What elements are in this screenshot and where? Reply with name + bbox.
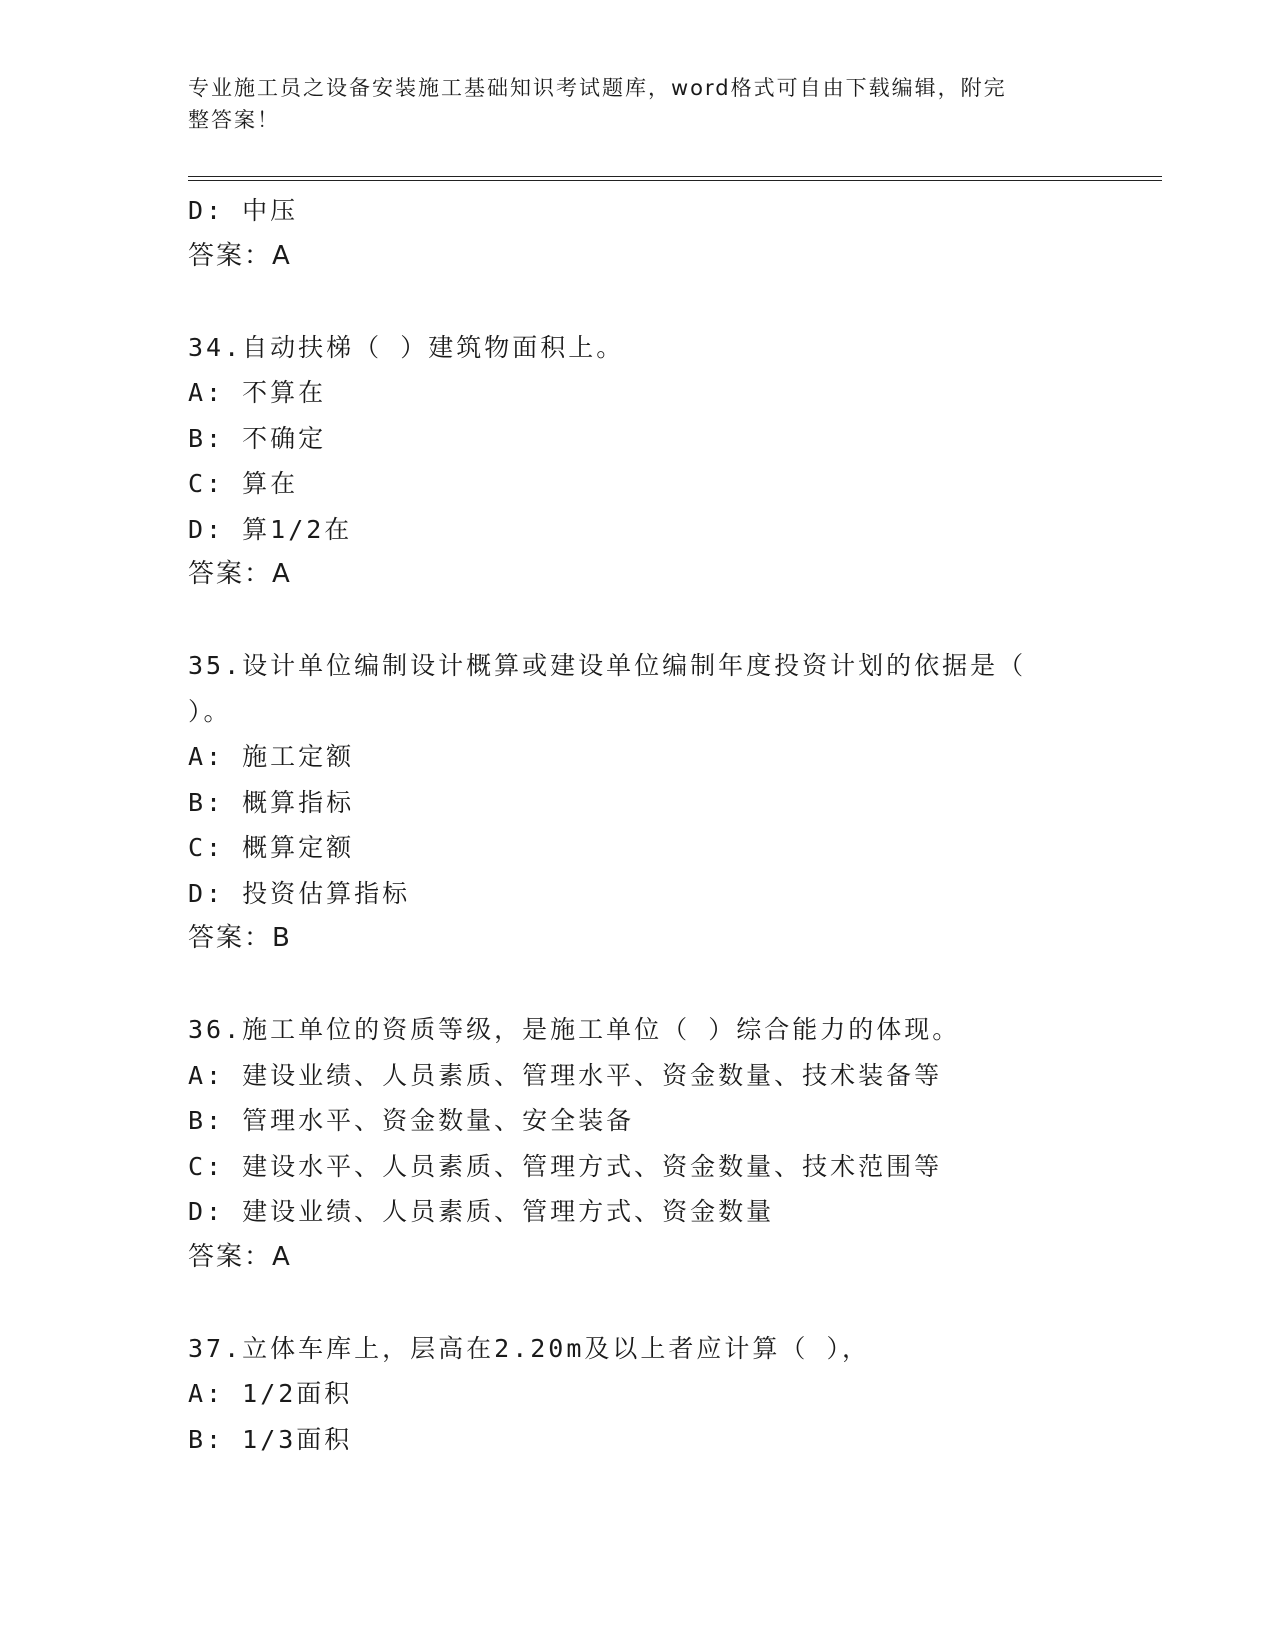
option-b: B: 概算指标 — [188, 787, 355, 817]
option-c: C: 算在 — [188, 469, 299, 498]
question-stem: 36.施工单位的资质等级，是施工单位（ ）综合能力的体现。 — [188, 1015, 961, 1044]
question-stem: 34.自动扶梯（ ）建筑物面积上。 — [188, 332, 625, 362]
option-d: D: 算1/2在 — [188, 514, 353, 544]
header-line-2: 整答案！ — [188, 108, 280, 132]
question-gap — [188, 279, 1078, 325]
answer-line: 答案：A — [188, 1241, 292, 1272]
option-b: B: 不确定 — [188, 423, 327, 453]
header-line-1: 专业施工员之设备安装施工基础知识考试题库，word格式可自由下载编辑，附完 — [188, 76, 1007, 100]
question-gap — [188, 1280, 1078, 1326]
question-gap — [188, 598, 1078, 644]
option-d: D: 建设业绩、人员素质、管理方式、资金数量 — [188, 1197, 775, 1226]
answer-line: 答案：A — [188, 559, 292, 589]
question-35 — [188, 643, 1078, 962]
question-list — [188, 188, 1078, 1462]
option-d: D: 投资估算指标 — [188, 878, 411, 908]
option-a: A: 不算在 — [188, 378, 327, 407]
option-c: C: 建设水平、人员素质、管理方式、资金数量、技术范围等 — [188, 1151, 943, 1181]
prev-question-tail — [188, 188, 1078, 279]
question-36 — [188, 1007, 1078, 1280]
option-b: B: 管理水平、资金数量、安全装备 — [188, 1106, 635, 1135]
option-b: B: 1/3面积 — [188, 1424, 353, 1454]
question-34 — [188, 325, 1078, 598]
question-gap — [188, 962, 1078, 1008]
answer-line: 答案：A — [188, 240, 292, 271]
option-a: A: 施工定额 — [188, 742, 355, 771]
question-stem: 37.立体车库上，层高在2.20m及以上者应计算（ ）， — [188, 1333, 870, 1363]
question-stem: 35.设计单位编制设计概算或建设单位编制年度投资计划的依据是（ — [188, 651, 1027, 680]
option-a: A: 1/2面积 — [188, 1379, 353, 1408]
option-c: C: 概算定额 — [188, 833, 355, 862]
header-divider — [188, 176, 1162, 181]
document-header — [188, 72, 1078, 136]
answer-line: 答案：B — [188, 923, 292, 953]
question-37 — [188, 1326, 1078, 1463]
question-stem-continued: ）。 — [188, 696, 232, 726]
option-d: D: 中压 — [188, 196, 299, 225]
option-a: A: 建设业绩、人员素质、管理水平、资金数量、技术装备等 — [188, 1060, 943, 1090]
